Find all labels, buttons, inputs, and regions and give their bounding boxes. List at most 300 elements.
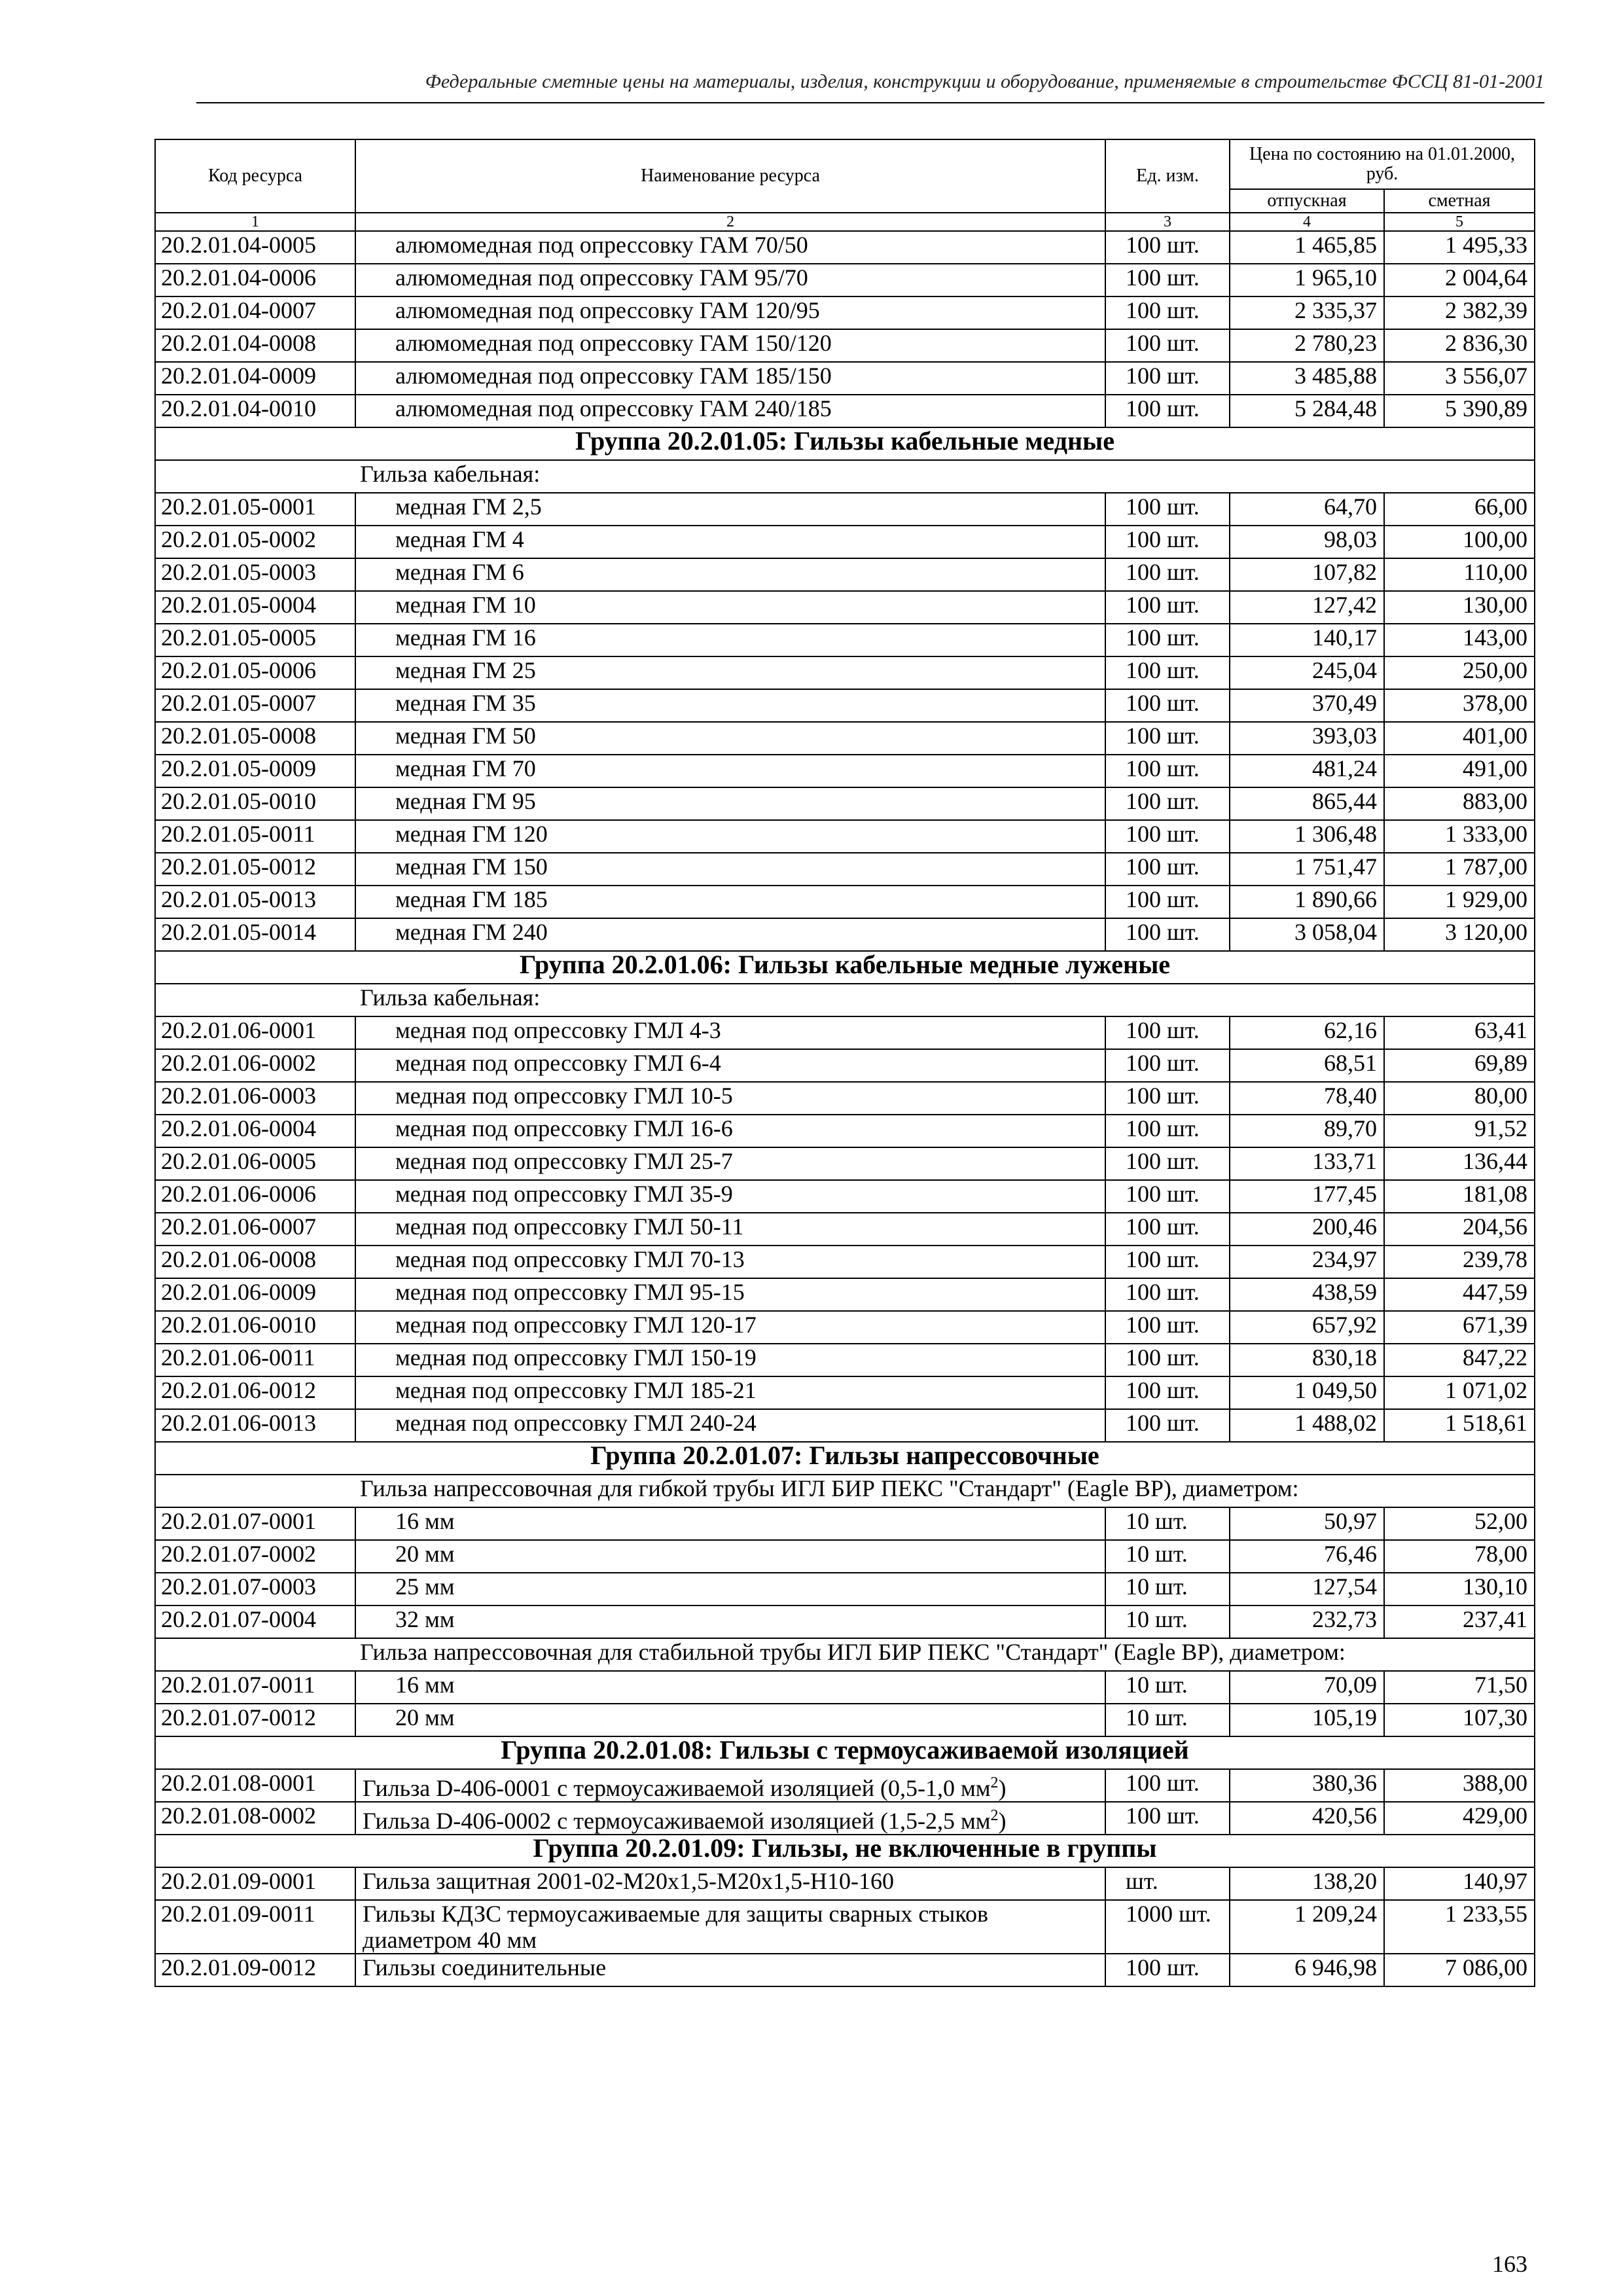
table-row: [155, 1867, 1535, 1900]
resource-name-superscript: 2: [990, 1807, 999, 1824]
resource-name: медная под опрессовку ГМЛ 70-13: [355, 1246, 1105, 1278]
group-subheader-row: [155, 460, 1535, 493]
resource-name: медная ГМ 150: [355, 853, 1105, 886]
resource-name: медная ГМ 120: [355, 820, 1105, 853]
resource-code: 20.2.01.05-0001: [155, 493, 355, 526]
release-price: 420,56: [1230, 1802, 1384, 1835]
estimate-price: 1 333,00: [1384, 820, 1535, 853]
unit-of-measure: 100 шт.: [1105, 526, 1230, 558]
resource-name: 20 мм: [355, 1704, 1105, 1736]
resource-name: [355, 1802, 1105, 1835]
estimate-price: 181,08: [1384, 1180, 1535, 1213]
table-row: [155, 264, 1535, 296]
release-price: 138,20: [1230, 1867, 1384, 1900]
table-row: [155, 395, 1535, 427]
release-price: 62,16: [1230, 1016, 1384, 1049]
table-row: [155, 755, 1535, 787]
table-row: [155, 1082, 1535, 1115]
resource-code: 20.2.01.05-0003: [155, 558, 355, 591]
group-title-row: [155, 1835, 1535, 1867]
release-price: 2 335,37: [1230, 296, 1384, 329]
table-row: [155, 1507, 1535, 1540]
table-row: [155, 820, 1535, 853]
column-number: 5: [1384, 213, 1535, 231]
table-row: [155, 558, 1535, 591]
table-row: [155, 1180, 1535, 1213]
estimate-price: 78,00: [1384, 1540, 1535, 1573]
resource-name: алюмомедная под опрессовку ГАМ 120/95: [355, 296, 1105, 329]
resource-name: медная под опрессовку ГМЛ 95-15: [355, 1278, 1105, 1311]
table-row: [155, 1115, 1535, 1147]
resource-code: 20.2.01.06-0007: [155, 1213, 355, 1246]
resource-code: 20.2.01.05-0011: [155, 820, 355, 853]
unit-of-measure: 100 шт.: [1105, 1344, 1230, 1376]
table-row: [155, 362, 1535, 395]
release-price: 78,40: [1230, 1082, 1384, 1115]
resource-code: 20.2.01.07-0001: [155, 1507, 355, 1540]
group-subheader: Гильза кабельная:: [155, 984, 1535, 1016]
resource-code: 20.2.01.07-0012: [155, 1704, 355, 1736]
column-number: 1: [155, 213, 355, 231]
resource-code: 20.2.01.04-0009: [155, 362, 355, 395]
group-title: Группа 20.2.01.09: Гильзы, не включенные в группы: [155, 1835, 1535, 1867]
resource-name: медная ГМ 185: [355, 886, 1105, 918]
release-price: 1 890,66: [1230, 886, 1384, 918]
table-row: [155, 656, 1535, 689]
release-price: 140,17: [1230, 624, 1384, 656]
resource-code: 20.2.01.06-0001: [155, 1016, 355, 1049]
release-price: 1 965,10: [1230, 264, 1384, 296]
resource-code: 20.2.01.09-0012: [155, 1954, 355, 1986]
resource-code: 20.2.01.04-0008: [155, 329, 355, 362]
resource-name: медная под опрессовку ГМЛ 240-24: [355, 1409, 1105, 1442]
release-price: 1 209,24: [1230, 1900, 1384, 1954]
resource-code: 20.2.01.05-0013: [155, 886, 355, 918]
table-row: [155, 1344, 1535, 1376]
resource-name: медная под опрессовку ГМЛ 16-6: [355, 1115, 1105, 1147]
estimate-price: 130,10: [1384, 1573, 1535, 1605]
estimate-price: 239,78: [1384, 1246, 1535, 1278]
resource-name: медная ГМ 16: [355, 624, 1105, 656]
resource-name: медная ГМ 2,5: [355, 493, 1105, 526]
resource-code: 20.2.01.06-0006: [155, 1180, 355, 1213]
unit-of-measure: 100 шт.: [1105, 722, 1230, 755]
resource-code: 20.2.01.05-0007: [155, 689, 355, 722]
release-price: 438,59: [1230, 1278, 1384, 1311]
resource-name: медная под опрессовку ГМЛ 150-19: [355, 1344, 1105, 1376]
header-unit: Ед. изм.: [1105, 139, 1230, 213]
estimate-price: 136,44: [1384, 1147, 1535, 1180]
resource-name: медная ГМ 70: [355, 755, 1105, 787]
release-price: 1 306,48: [1230, 820, 1384, 853]
header-estimate: сметная: [1384, 189, 1535, 213]
estimate-price: 429,00: [1384, 1802, 1535, 1835]
estimate-price: 71,50: [1384, 1671, 1535, 1704]
table-row: [155, 1802, 1535, 1835]
estimate-price: 204,56: [1384, 1213, 1535, 1246]
resource-name: медная ГМ 4: [355, 526, 1105, 558]
resource-code: 20.2.01.07-0003: [155, 1573, 355, 1605]
resource-code: 20.2.01.04-0007: [155, 296, 355, 329]
resource-name: алюмомедная под опрессовку ГАМ 185/150: [355, 362, 1105, 395]
estimate-price: 378,00: [1384, 689, 1535, 722]
estimate-price: 140,97: [1384, 1867, 1535, 1900]
resource-code: 20.2.01.06-0012: [155, 1376, 355, 1409]
resource-name: медная под опрессовку ГМЛ 6-4: [355, 1049, 1105, 1082]
resource-code: 20.2.01.08-0001: [155, 1769, 355, 1802]
resource-name: медная ГМ 6: [355, 558, 1105, 591]
estimate-price: 1 495,33: [1384, 231, 1535, 264]
estimate-price: 69,89: [1384, 1049, 1535, 1082]
release-price: 2 780,23: [1230, 329, 1384, 362]
resource-code: 20.2.01.08-0002: [155, 1802, 355, 1835]
resource-name: алюмомедная под опрессовку ГАМ 70/50: [355, 231, 1105, 264]
unit-of-measure: 100 шт.: [1105, 1278, 1230, 1311]
estimate-price: 107,30: [1384, 1704, 1535, 1736]
resource-code: 20.2.01.05-0010: [155, 787, 355, 820]
table-row: [155, 1016, 1535, 1049]
estimate-price: 388,00: [1384, 1769, 1535, 1802]
estimate-price: 1 929,00: [1384, 886, 1535, 918]
estimate-price: 100,00: [1384, 526, 1535, 558]
resource-name-text: Гильза D-406-0002 с термоусаживаемой изоляцией (1,5-2,5 мм: [363, 1808, 991, 1834]
resource-code: 20.2.01.05-0014: [155, 918, 355, 951]
table-row: [155, 853, 1535, 886]
table-row: [155, 1278, 1535, 1311]
group-title: Группа 20.2.01.08: Гильзы с термоусаживаемой изоляцией: [155, 1736, 1535, 1769]
unit-of-measure: 100 шт.: [1105, 1802, 1230, 1835]
table-row: [155, 722, 1535, 755]
resource-code: 20.2.01.06-0004: [155, 1115, 355, 1147]
resource-name: 20 мм: [355, 1540, 1105, 1573]
resource-code: 20.2.01.06-0013: [155, 1409, 355, 1442]
estimate-price: 3 556,07: [1384, 362, 1535, 395]
unit-of-measure: 10 шт.: [1105, 1507, 1230, 1540]
table-row: [155, 493, 1535, 526]
unit-of-measure: 100 шт.: [1105, 296, 1230, 329]
release-price: 1 488,02: [1230, 1409, 1384, 1442]
header-price-group: Цена по состоянию на 01.01.2000, руб.: [1230, 139, 1535, 189]
estimate-price: 7 086,00: [1384, 1954, 1535, 1986]
estimate-price: 66,00: [1384, 493, 1535, 526]
release-price: 50,97: [1230, 1507, 1384, 1540]
unit-of-measure: 100 шт.: [1105, 624, 1230, 656]
resource-code: 20.2.01.06-0005: [155, 1147, 355, 1180]
release-price: 133,71: [1230, 1147, 1384, 1180]
resource-name-text: Гильза D-406-0001 с термоусаживаемой изоляцией (0,5-1,0 мм: [363, 1775, 991, 1801]
resource-code: 20.2.01.06-0003: [155, 1082, 355, 1115]
estimate-price: 63,41: [1384, 1016, 1535, 1049]
resource-name: медная ГМ 25: [355, 656, 1105, 689]
resource-name: медная ГМ 240: [355, 918, 1105, 951]
group-title-row: [155, 1736, 1535, 1769]
estimate-price: 250,00: [1384, 656, 1535, 689]
table-row: [155, 1671, 1535, 1704]
group-title: Группа 20.2.01.06: Гильзы кабельные медные луженые: [155, 951, 1535, 984]
resource-name: 25 мм: [355, 1573, 1105, 1605]
estimate-price: 52,00: [1384, 1507, 1535, 1540]
release-price: 64,70: [1230, 493, 1384, 526]
unit-of-measure: 100 шт.: [1105, 1213, 1230, 1246]
resource-code: 20.2.01.07-0004: [155, 1605, 355, 1638]
unit-of-measure: 10 шт.: [1105, 1540, 1230, 1573]
column-number: 4: [1230, 213, 1384, 231]
unit-of-measure: 10 шт.: [1105, 1573, 1230, 1605]
unit-of-measure: 100 шт.: [1105, 918, 1230, 951]
release-price: 865,44: [1230, 787, 1384, 820]
group-subheader-row: [155, 1475, 1535, 1507]
header-code: Код ресурса: [155, 139, 355, 213]
release-price: 68,51: [1230, 1049, 1384, 1082]
resource-name: Гильзы КДЗС термоусаживаемые для защиты сварных стыков диаметром 40 мм: [355, 1900, 1105, 1954]
resource-name: медная ГМ 35: [355, 689, 1105, 722]
resource-code: 20.2.01.06-0008: [155, 1246, 355, 1278]
resource-code: 20.2.01.05-0004: [155, 591, 355, 624]
release-price: 232,73: [1230, 1605, 1384, 1638]
unit-of-measure: 1000 шт.: [1105, 1900, 1230, 1954]
estimate-price: 1 787,00: [1384, 853, 1535, 886]
resource-code: 20.2.01.05-0012: [155, 853, 355, 886]
estimate-price: 110,00: [1384, 558, 1535, 591]
page-number: 163: [1492, 2251, 1527, 2277]
release-price: 5 284,48: [1230, 395, 1384, 427]
group-title-row: [155, 1442, 1535, 1475]
release-price: 98,03: [1230, 526, 1384, 558]
page-header: Федеральные сметные цены на материалы, изделия, конструкции и оборудование, применяемые в строительстве ФССЦ 81-01-2001: [425, 71, 1544, 92]
table-row: [155, 1213, 1535, 1246]
unit-of-measure: 100 шт.: [1105, 493, 1230, 526]
release-price: 830,18: [1230, 1344, 1384, 1376]
table-row: [155, 918, 1535, 951]
estimate-price: 671,39: [1384, 1311, 1535, 1344]
resource-name: медная под опрессовку ГМЛ 185-21: [355, 1376, 1105, 1409]
resource-name: медная под опрессовку ГМЛ 35-9: [355, 1180, 1105, 1213]
table-body: [155, 231, 1535, 1986]
unit-of-measure: 100 шт.: [1105, 1049, 1230, 1082]
resource-code: 20.2.01.05-0009: [155, 755, 355, 787]
unit-of-measure: 100 шт.: [1105, 656, 1230, 689]
resource-name: 16 мм: [355, 1671, 1105, 1704]
release-price: 380,36: [1230, 1769, 1384, 1802]
table-row: [155, 1605, 1535, 1638]
release-price: 234,97: [1230, 1246, 1384, 1278]
group-title: Группа 20.2.01.07: Гильзы напрессовочные: [155, 1442, 1535, 1475]
table-row: [155, 1049, 1535, 1082]
unit-of-measure: 100 шт.: [1105, 755, 1230, 787]
release-price: 127,54: [1230, 1573, 1384, 1605]
resource-name: алюмомедная под опрессовку ГАМ 150/120: [355, 329, 1105, 362]
resource-name-superscript: 2: [990, 1774, 999, 1791]
table-row: [155, 787, 1535, 820]
unit-of-measure: 10 шт.: [1105, 1605, 1230, 1638]
release-price: 200,46: [1230, 1213, 1384, 1246]
resource-code: 20.2.01.05-0005: [155, 624, 355, 656]
unit-of-measure: 100 шт.: [1105, 853, 1230, 886]
group-subheader-row: [155, 1638, 1535, 1671]
resource-code: 20.2.01.05-0006: [155, 656, 355, 689]
release-price: 1 049,50: [1230, 1376, 1384, 1409]
resource-code: 20.2.01.07-0002: [155, 1540, 355, 1573]
estimate-price: 130,00: [1384, 591, 1535, 624]
release-price: 3 485,88: [1230, 362, 1384, 395]
price-table: [154, 139, 1535, 1987]
table-row: [155, 689, 1535, 722]
unit-of-measure: 10 шт.: [1105, 1671, 1230, 1704]
table-row: [155, 886, 1535, 918]
unit-of-measure: 100 шт.: [1105, 787, 1230, 820]
resource-name: медная под опрессовку ГМЛ 50-11: [355, 1213, 1105, 1246]
resource-code: 20.2.01.06-0009: [155, 1278, 355, 1311]
table-row: [155, 526, 1535, 558]
unit-of-measure: 100 шт.: [1105, 1246, 1230, 1278]
table-row: [155, 1769, 1535, 1802]
estimate-price: 447,59: [1384, 1278, 1535, 1311]
release-price: 657,92: [1230, 1311, 1384, 1344]
estimate-price: 91,52: [1384, 1115, 1535, 1147]
estimate-price: 1 071,02: [1384, 1376, 1535, 1409]
resource-name: [355, 1769, 1105, 1802]
table-row: [155, 1900, 1535, 1954]
header-rule: [196, 102, 1544, 103]
unit-of-measure: шт.: [1105, 1867, 1230, 1900]
unit-of-measure: 100 шт.: [1105, 264, 1230, 296]
estimate-price: 2 836,30: [1384, 329, 1535, 362]
estimate-price: 2 382,39: [1384, 296, 1535, 329]
unit-of-measure: 100 шт.: [1105, 689, 1230, 722]
resource-name: медная под опрессовку ГМЛ 10-5: [355, 1082, 1105, 1115]
column-number: 2: [355, 213, 1105, 231]
resource-name-tail: ): [998, 1808, 1007, 1834]
group-subheader: Гильза напрессовочная для стабильной трубы ИГЛ БИР ПЕКС "Стандарт" (Eagle BP), диаметром:: [155, 1638, 1535, 1671]
resource-code: 20.2.01.04-0010: [155, 395, 355, 427]
resource-name: медная ГМ 50: [355, 722, 1105, 755]
estimate-price: 80,00: [1384, 1082, 1535, 1115]
estimate-price: 1 233,55: [1384, 1900, 1535, 1954]
release-price: 1 465,85: [1230, 231, 1384, 264]
estimate-price: 237,41: [1384, 1605, 1535, 1638]
unit-of-measure: 100 шт.: [1105, 1769, 1230, 1802]
unit-of-measure: 10 шт.: [1105, 1704, 1230, 1736]
estimate-price: 401,00: [1384, 722, 1535, 755]
release-price: 107,82: [1230, 558, 1384, 591]
release-price: 370,49: [1230, 689, 1384, 722]
group-subheader: Гильза напрессовочная для гибкой трубы ИГЛ БИР ПЕКС "Стандарт" (Eagle BP), диаметром:: [155, 1475, 1535, 1507]
resource-name: медная под опрессовку ГМЛ 25-7: [355, 1147, 1105, 1180]
resource-code: 20.2.01.04-0006: [155, 264, 355, 296]
estimate-price: 491,00: [1384, 755, 1535, 787]
resource-code: 20.2.01.04-0005: [155, 231, 355, 264]
estimate-price: 5 390,89: [1384, 395, 1535, 427]
unit-of-measure: 100 шт.: [1105, 395, 1230, 427]
unit-of-measure: 100 шт.: [1105, 1180, 1230, 1213]
release-price: 3 058,04: [1230, 918, 1384, 951]
release-price: 127,42: [1230, 591, 1384, 624]
release-price: 177,45: [1230, 1180, 1384, 1213]
resource-name: медная ГМ 10: [355, 591, 1105, 624]
resource-name: медная под опрессовку ГМЛ 120-17: [355, 1311, 1105, 1344]
release-price: 245,04: [1230, 656, 1384, 689]
resource-name-tail: ): [998, 1775, 1007, 1801]
group-subheader: Гильза кабельная:: [155, 460, 1535, 493]
release-price: 70,09: [1230, 1671, 1384, 1704]
release-price: 393,03: [1230, 722, 1384, 755]
estimate-price: 847,22: [1384, 1344, 1535, 1376]
resource-code: 20.2.01.05-0002: [155, 526, 355, 558]
unit-of-measure: 100 шт.: [1105, 558, 1230, 591]
table-row: [155, 329, 1535, 362]
release-price: 76,46: [1230, 1540, 1384, 1573]
unit-of-measure: 100 шт.: [1105, 362, 1230, 395]
unit-of-measure: 100 шт.: [1105, 1954, 1230, 1986]
estimate-price: 143,00: [1384, 624, 1535, 656]
resource-name: 16 мм: [355, 1507, 1105, 1540]
resource-code: 20.2.01.05-0008: [155, 722, 355, 755]
unit-of-measure: 100 шт.: [1105, 1082, 1230, 1115]
table-row: [155, 231, 1535, 264]
resource-code: 20.2.01.09-0001: [155, 1867, 355, 1900]
resource-code: 20.2.01.09-0011: [155, 1900, 355, 1954]
resource-code: 20.2.01.06-0011: [155, 1344, 355, 1376]
resource-name: медная ГМ 95: [355, 787, 1105, 820]
table-row: [155, 1376, 1535, 1409]
table-row: [155, 1409, 1535, 1442]
group-title-row: [155, 427, 1535, 460]
unit-of-measure: 100 шт.: [1105, 1311, 1230, 1344]
unit-of-measure: 100 шт.: [1105, 1115, 1230, 1147]
estimate-price: 883,00: [1384, 787, 1535, 820]
release-price: 1 751,47: [1230, 853, 1384, 886]
unit-of-measure: 100 шт.: [1105, 329, 1230, 362]
resource-name: Гильза защитная 2001-02-М20х1,5-М20х1,5-Н10-160: [355, 1867, 1105, 1900]
resource-name: 32 мм: [355, 1605, 1105, 1638]
table-row: [155, 624, 1535, 656]
column-number: 3: [1105, 213, 1230, 231]
release-price: 6 946,98: [1230, 1954, 1384, 1986]
table-row: [155, 1147, 1535, 1180]
unit-of-measure: 100 шт.: [1105, 886, 1230, 918]
table-row: [155, 1704, 1535, 1736]
table-row: [155, 1954, 1535, 1986]
estimate-price: 3 120,00: [1384, 918, 1535, 951]
header-name: Наименование ресурса: [355, 139, 1105, 213]
header-release: отпускная: [1230, 189, 1384, 213]
table-row: [155, 1246, 1535, 1278]
release-price: 105,19: [1230, 1704, 1384, 1736]
resource-code: 20.2.01.06-0010: [155, 1311, 355, 1344]
release-price: 481,24: [1230, 755, 1384, 787]
table-row: [155, 1311, 1535, 1344]
resource-name: алюмомедная под опрессовку ГАМ 95/70: [355, 264, 1105, 296]
unit-of-measure: 100 шт.: [1105, 231, 1230, 264]
table-row: [155, 1573, 1535, 1605]
resource-code: 20.2.01.07-0011: [155, 1671, 355, 1704]
unit-of-measure: 100 шт.: [1105, 1409, 1230, 1442]
group-subheader-row: [155, 984, 1535, 1016]
table-row: [155, 591, 1535, 624]
resource-name: Гильзы соединительные: [355, 1954, 1105, 1986]
unit-of-measure: 100 шт.: [1105, 1147, 1230, 1180]
resource-code: 20.2.01.06-0002: [155, 1049, 355, 1082]
resource-name: медная под опрессовку ГМЛ 4-3: [355, 1016, 1105, 1049]
table-row: [155, 1540, 1535, 1573]
table-row: [155, 296, 1535, 329]
estimate-price: 2 004,64: [1384, 264, 1535, 296]
unit-of-measure: 100 шт.: [1105, 591, 1230, 624]
unit-of-measure: 100 шт.: [1105, 1376, 1230, 1409]
resource-name: алюмомедная под опрессовку ГАМ 240/185: [355, 395, 1105, 427]
release-price: 89,70: [1230, 1115, 1384, 1147]
group-title-row: [155, 951, 1535, 984]
